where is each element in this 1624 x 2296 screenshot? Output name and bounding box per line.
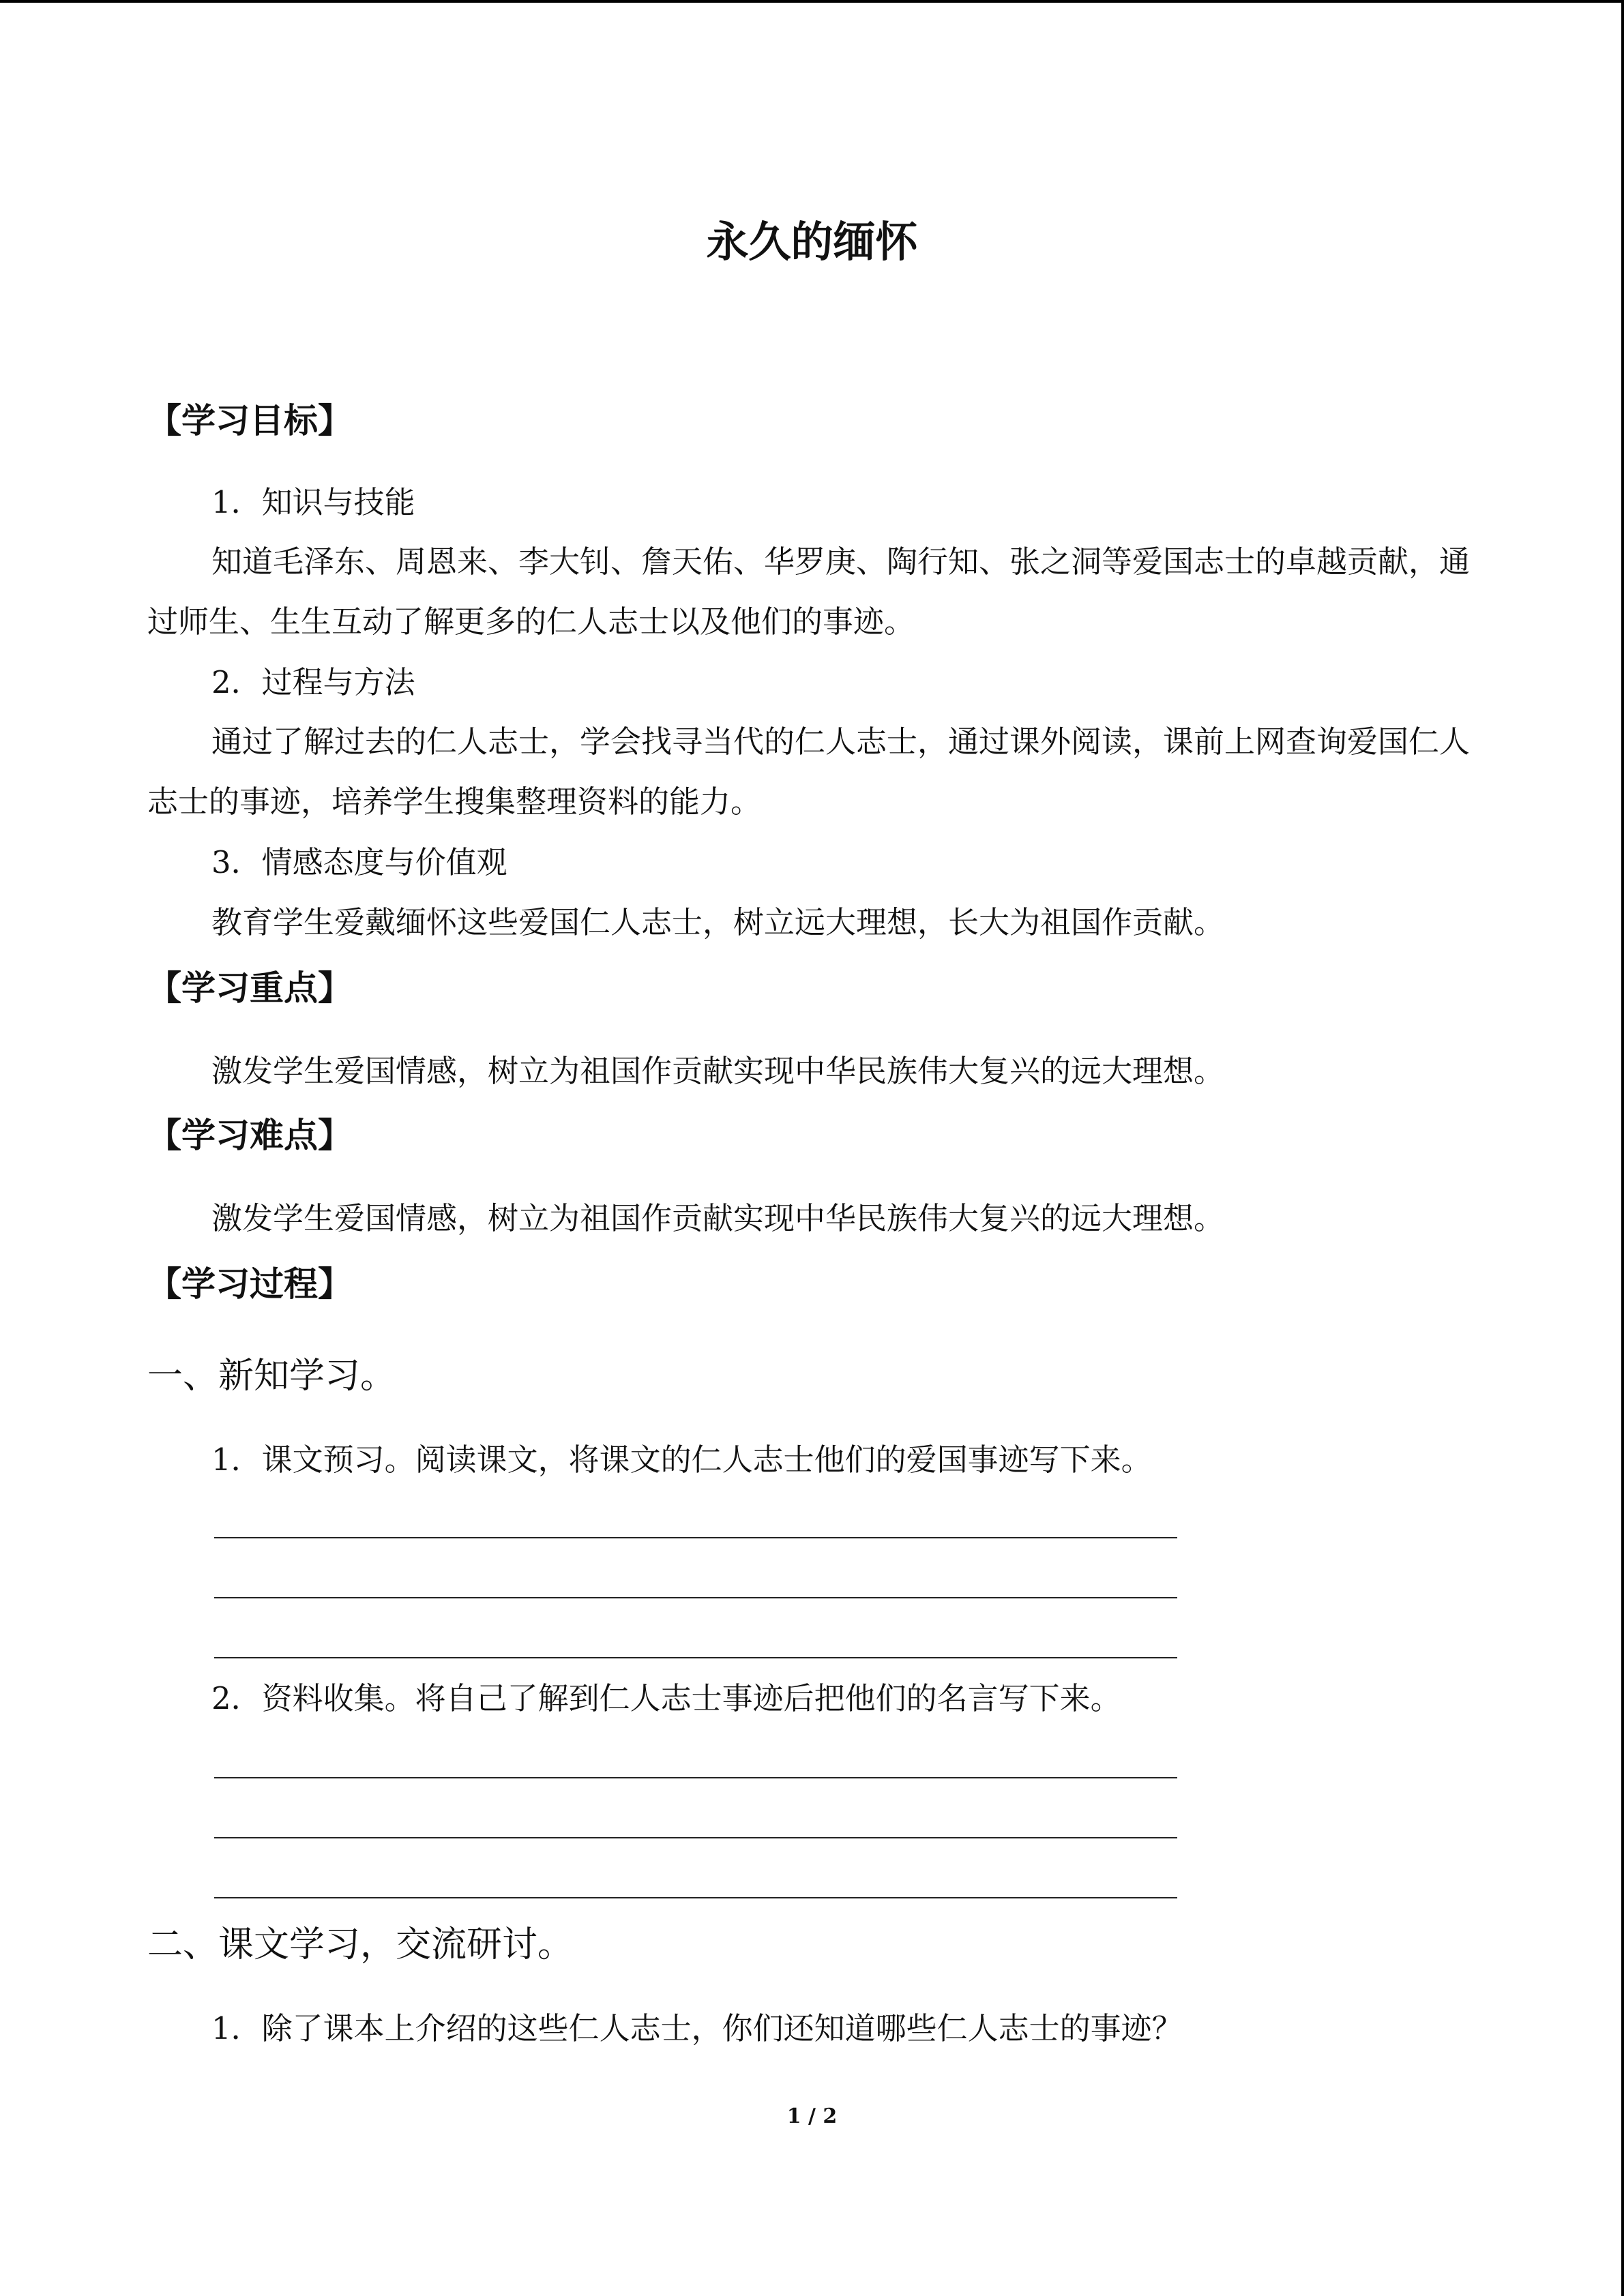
answer-line[interactable] [214, 1897, 1177, 1898]
key-points-text: 激发学生爱国情感，树立为祖国作贡献实现中华民族伟大复兴的远大理想。 [211, 1053, 1225, 1089]
key-points-heading: 【学习重点】 [147, 968, 352, 1008]
objective-item-1: 1．知识与技能 [211, 484, 415, 520]
page-frame-right [1621, 0, 1624, 2296]
section-2-title: 二、课文学习，交流研讨。 [147, 1924, 574, 1965]
objective-item-3: 3．情感态度与价值观 [211, 844, 507, 880]
objectives-heading: 【学习目标】 [147, 401, 352, 441]
answer-line[interactable] [214, 1837, 1177, 1838]
difficulties-text: 激发学生爱国情感，树立为祖国作贡献实现中华民族伟大复兴的远大理想。 [211, 1200, 1225, 1236]
process-heading: 【学习过程】 [147, 1264, 352, 1304]
answer-line[interactable] [214, 1657, 1177, 1658]
objective-text-3: 教育学生爱戴缅怀这些爱国仁人志士，树立远大理想，长大为祖国作贡献。 [211, 904, 1225, 940]
objective-item-2: 2．过程与方法 [211, 664, 415, 700]
objective-text-1: 知道毛泽东、周恩来、李大钊、詹天佑、华罗庚、陶行知、张之洞等爱国志士的卓越贡献，通过师生、生生互动了解更多的仁人志士以及他们的事迹。 [147, 543, 1471, 640]
page-title: 永久的缅怀 [706, 217, 918, 267]
section-1-title: 一、新知学习。 [147, 1356, 396, 1397]
answer-line[interactable] [214, 1537, 1177, 1538]
answer-line[interactable] [214, 1597, 1177, 1598]
page-frame-top [0, 0, 1624, 3]
section-1-question-2: 2．资料收集。将自己了解到仁人志士事迹后把他们的名言写下来。 [211, 1680, 1121, 1716]
difficulties-heading: 【学习难点】 [147, 1116, 352, 1155]
answer-line[interactable] [214, 1777, 1177, 1778]
section-1-question-1: 1．课文预习。阅读课文，将课文的仁人志士他们的爱国事迹写下来。 [211, 1442, 1152, 1478]
page-number: 1 / 2 [786, 2104, 838, 2128]
section-2-question-1: 1．除了课本上介绍的这些仁人志士，你们还知道哪些仁人志士的事迹？ [211, 2010, 1183, 2046]
objective-text-2: 通过了解过去的仁人志士，学会找寻当代的仁人志士，通过课外阅读，课前上网查询爱国仁人志士的事迹，培养学生搜集整理资料的能力。 [147, 724, 1471, 820]
